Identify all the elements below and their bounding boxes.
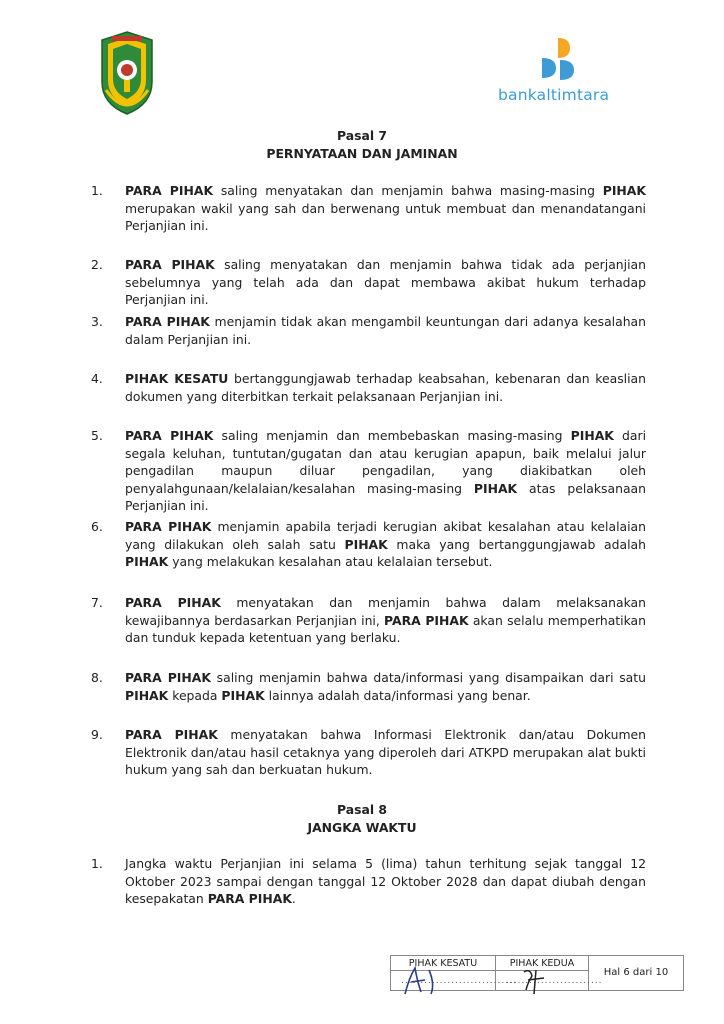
- item-text: PARA PIHAK menyatakan dan menjamin bahwa dalam melaksanakan kewajibannya berdasarkan Perjanjian ini, PARA PIHAK akan selalu memperhatikan dan tunduk kepada ketentuan yang berlaku.: [125, 595, 647, 645]
- pasal-7-heading: [0, 127, 724, 163]
- pasal-7-number: Pasal 7: [336, 128, 388, 143]
- signature-line: ..............................: [401, 976, 517, 986]
- item-number: 6.: [91, 519, 103, 534]
- item-number: 8.: [91, 670, 103, 685]
- bankaltimtara-logo-mark-icon: [540, 36, 586, 84]
- pihak-kedua-label: PIHAK KEDUA: [496, 958, 588, 971]
- pihak-kesatu-label: PIHAK KESATU: [391, 958, 495, 971]
- page-number: Hal 6 dari 10: [603, 967, 669, 978]
- item-text: PARA PIHAK saling menyatakan dan menjamin bahwa masing-masing PIHAK merupakan wakil yang sah dan berwenang untuk membuat dan menandatangani Perjanjian ini.: [125, 183, 646, 233]
- item-text: PARA PIHAK menjamin tidak akan mengambil keuntungan dari adanya kesalahan dalam Perjanjian ini.: [125, 314, 646, 347]
- item-number: 3.: [91, 314, 103, 329]
- item-text: PARA PIHAK saling menyatakan dan menjamin bahwa tidak ada perjanjian sebelumnya yang telah ada dan dapat membawa akibat hukum terhadap Perjanjian ini.: [125, 257, 646, 307]
- pasal-8-heading: [0, 801, 724, 837]
- item-text: PIHAK KESATU bertanggungjawab terhadap keabsahan, kebenaran dan keaslian dokumen yang diterbitkan terkait pelaksanaan Perjanjian ini.: [125, 371, 646, 404]
- government-crest-icon: [98, 30, 156, 116]
- signature-line: .........................: [506, 976, 603, 986]
- item-text: PARA PIHAK saling menjamin bahwa data/informasi yang disampaikan dari satu PIHAK kepada PIHAK lainnya adalah data/informasi yang benar.: [125, 670, 646, 703]
- bank-brand-name: bankaltimtara: [498, 86, 610, 104]
- item-text: PARA PIHAK saling menjamin dan membebaskan masing-masing PIHAK dari segala keluhan, tuntutan/gugatan dan atau kerugian apapun, baik melalui jalur pengadilan maupun diluar pengadilan, yang diakibatkan oleh penyalahgunaan/kelalaian/kesalahan masing-masing PIHAK atas pelaksanaan Perjanjian ini.: [125, 428, 647, 513]
- item-number: 5.: [91, 428, 103, 443]
- pasal-7-title: PERNYATAAN DAN JAMINAN: [266, 146, 458, 161]
- bank-logo: [498, 36, 638, 106]
- signature-initials-icon: [391, 956, 495, 996]
- item-number: 1.: [91, 856, 103, 871]
- item-number: 4.: [91, 371, 103, 386]
- pihak-kesatu-cell: [391, 956, 517, 990]
- pasal-8-title: JANGKA WAKTU: [307, 820, 417, 835]
- signature-initials-icon: [496, 956, 588, 996]
- item-text: PARA PIHAK menyatakan bahwa Informasi Elektronik dan/atau Dokumen Elektronik dan/atau hasil cetaknya yang diperoleh dari ATKPD merupakan alat bukti hukum yang sah dan berkuatan hukum.: [125, 727, 646, 777]
- pasal-8-number: Pasal 8: [336, 802, 388, 817]
- pihak-kedua-cell: [496, 956, 603, 990]
- item-number: 2.: [91, 257, 103, 272]
- item-number: 7.: [91, 595, 103, 610]
- signature-box: [390, 955, 684, 991]
- item-number: 1.: [91, 183, 103, 198]
- item-number: 9.: [91, 727, 103, 742]
- item-text: PARA PIHAK menjamin apabila terjadi kerugian akibat kesalahan atau kelalaian yang dilakukan oleh salah satu PIHAK maka yang bertanggungjawab adalah PIHAK yang melakukan kesalahan atau kelalaian tersebut.: [125, 519, 646, 569]
- item-text: Jangka waktu Perjanjian ini selama 5 (lima) tahun terhitung sejak tanggal 12 Oktober 2023 sampai dengan tanggal 12 Oktober 2028 dan dapat diubah dengan kesepakatan PARA PIHAK.: [125, 856, 646, 906]
